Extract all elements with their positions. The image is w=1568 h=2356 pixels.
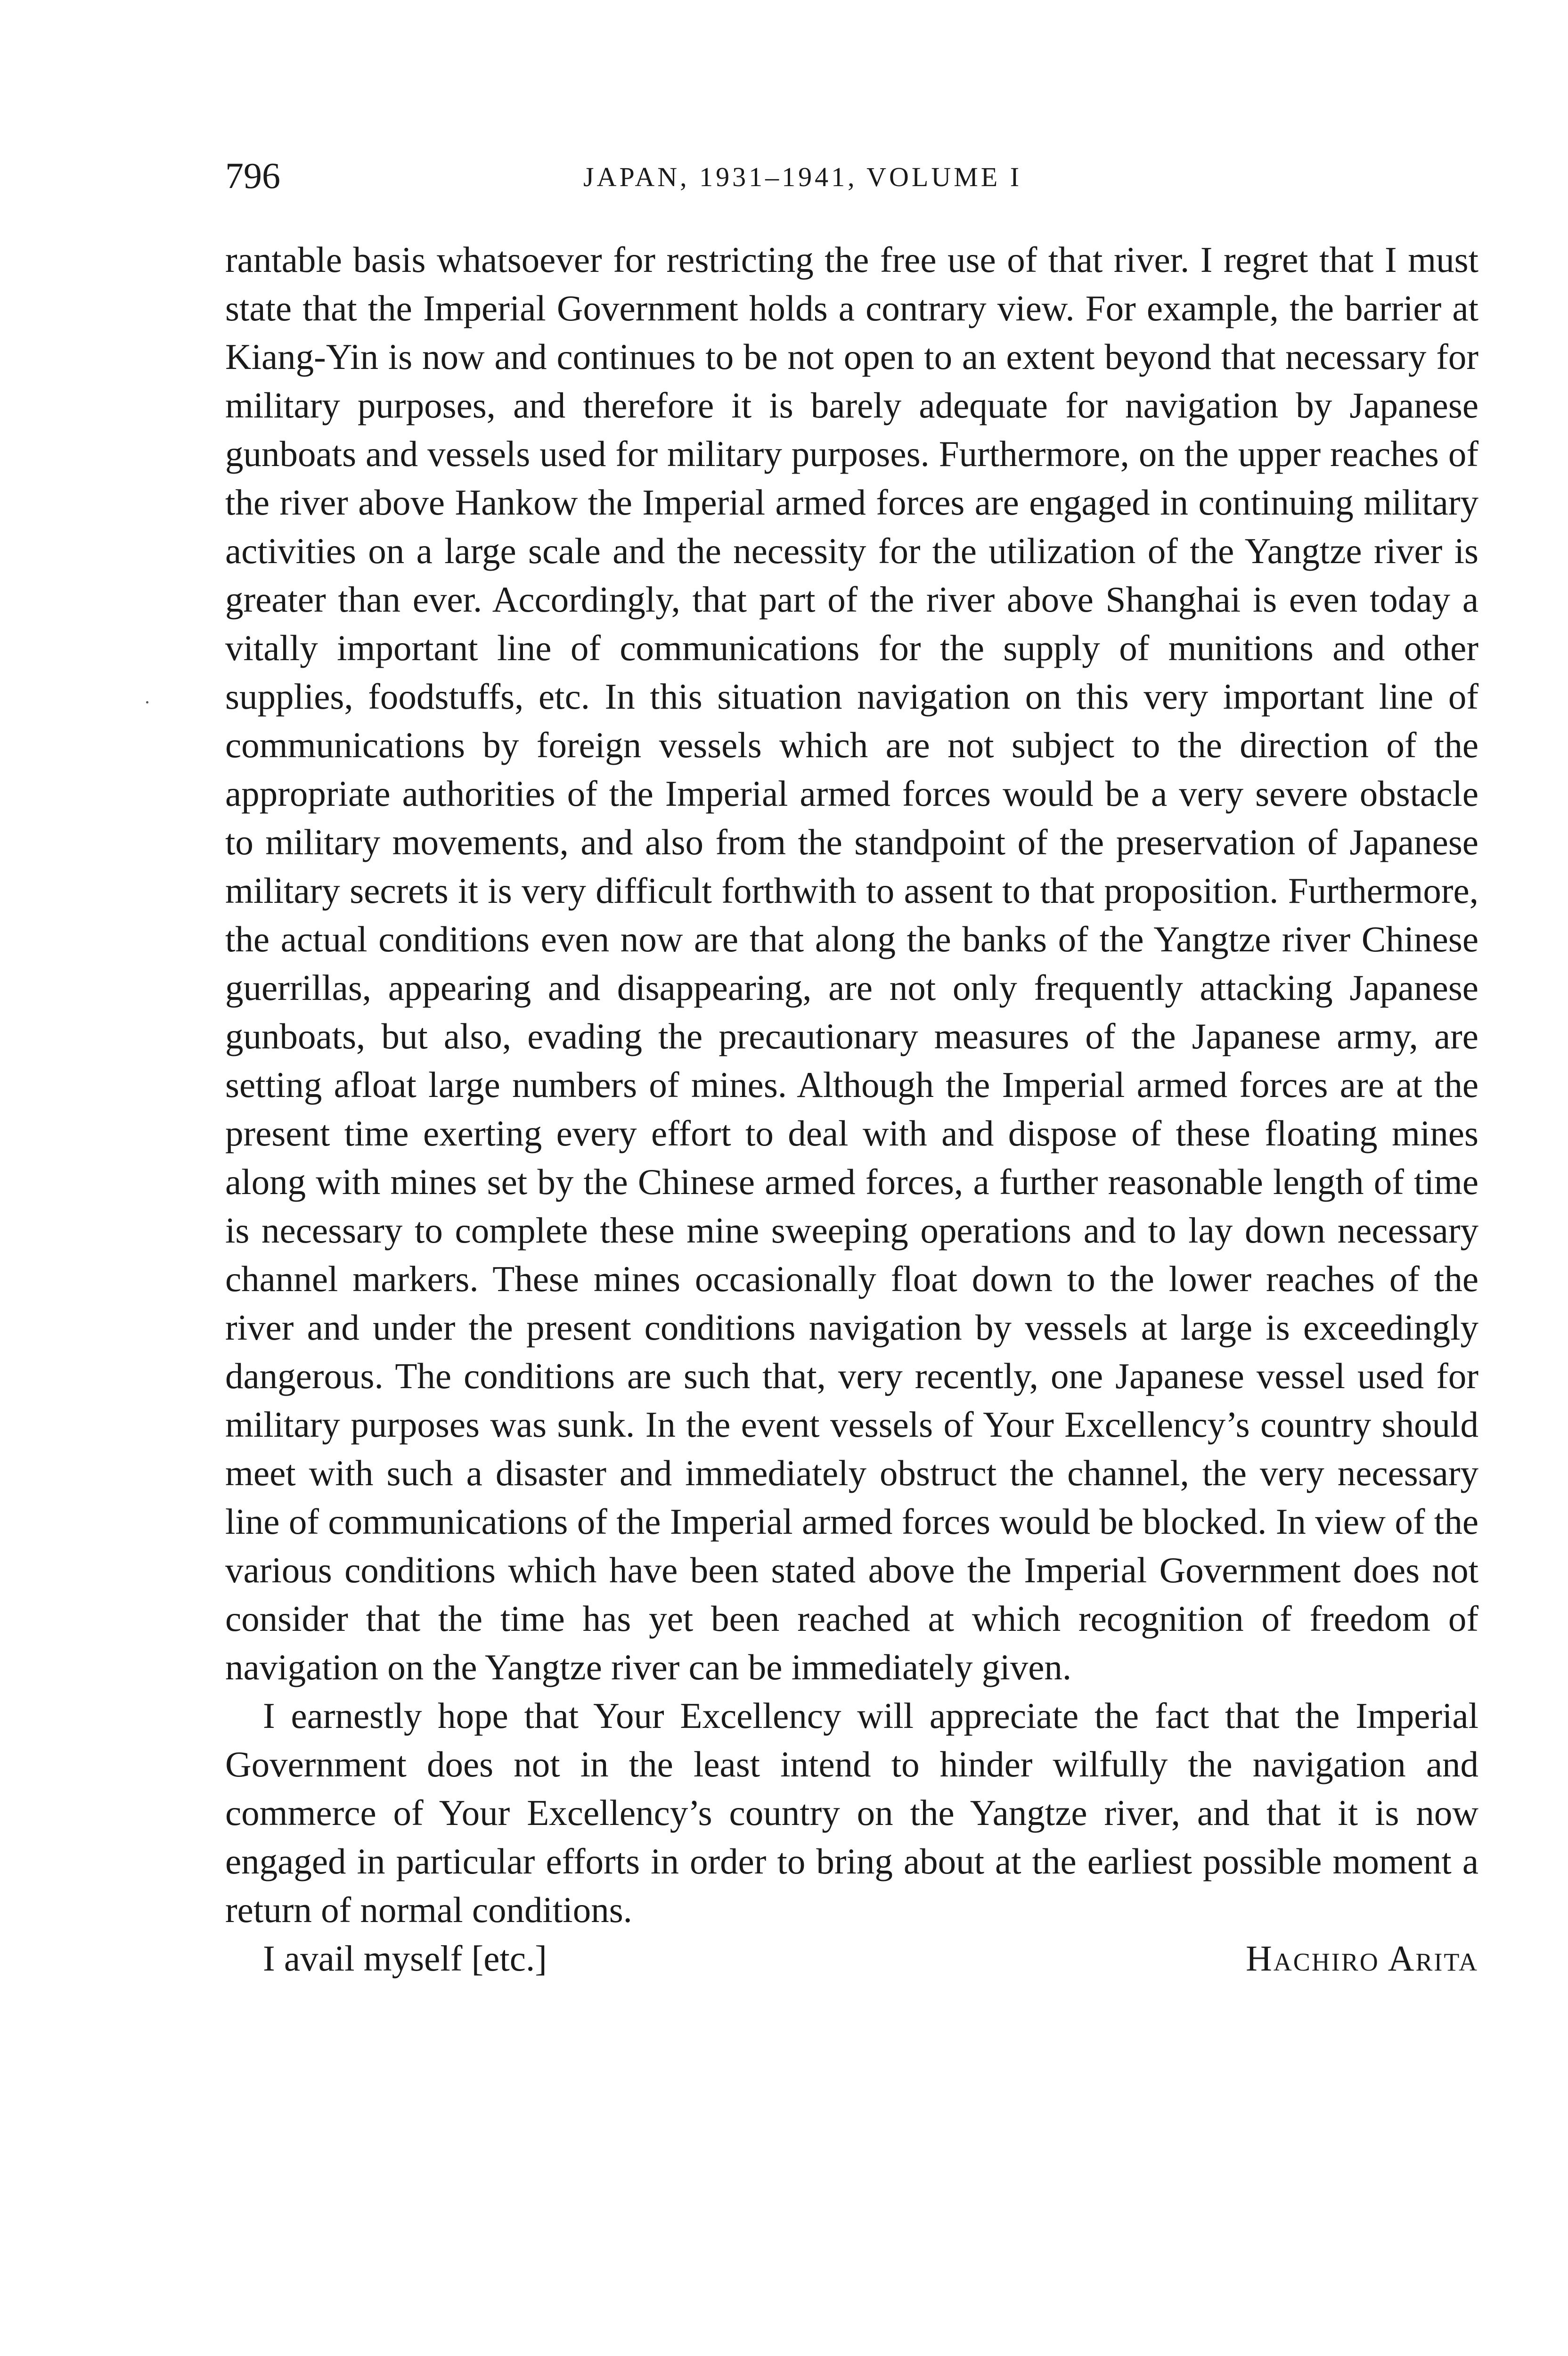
- running-head: [225, 150, 1478, 202]
- page-number: 796: [225, 155, 280, 196]
- paragraph-continued: rantable basis whatsoever for restricting the free use of that river. I regret that I must state that the Imperial Government holds a contrary view. For example, the barrier at Kiang-Yin is now and continues to be not open to an extent beyond that necessary for military purposes, and therefore it is barely adequate for navigation by Japanese gunboats and vessels used for military purposes. Furthermore, on the upper reaches of the river above Hankow the Imperial armed forces are engaged in continuing military activities on a large scale and the necessity for the utilization of the Yangtze river is greater than ever. Accordingly, that part of the river above Shanghai is even today a vitally important line of communications for the supply of munitions and other supplies, foodstuffs, etc. In this situation navigation on this very important line of communications by foreign vessels which are not subject to the direction of the appropriate authorities of the Imperial armed forces would be a very severe obstacle to military movements, and also from the standpoint of the preservation of Japanese military secrets it is very difficult forthwith to assent to that proposition. Furthermore, the actual conditions even now are that along the banks of the Yangtze river Chinese guerrillas, appearing and disappearing, are not only frequently attacking Japanese gunboats, but also, evading the precautionary measures of the Japanese army, are setting afloat large numbers of mines. Although the Imperial armed forces are at the present time exerting every effort to deal with and dispose of these floating mines along with mines set by the Chinese armed forces, a further reasonable length of time is necessary to complete these mine sweeping operations and to lay down necessary channel markers. These mines occasionally float down to the lower reaches of the river and under the present conditions navigation by vessels at large is exceedingly dangerous. The conditions are such that, very recently, one Japanese vessel used for military purposes was sunk. In the event vessels of Your Excellency’s country should meet with such a disaster and immediately obstruct the channel, the very necessary line of communications of the Imperial armed forces would be blocked. In view of the various conditions which have been stated above the Imperial Government does not consider that the time has yet been reached at which recognition of freedom of navigation on the Yangtze river can be immediately given.: [225, 239, 1478, 1687]
- signature: Hachiro Arita: [1246, 1938, 1478, 1979]
- body-text: [225, 236, 1478, 1983]
- running-title: JAPAN, 1931–1941, VOLUME I: [583, 162, 1022, 192]
- paragraph: I earnestly hope that Your Excellency will appreciate the fact that the Imperial Government does not in the least intend to hinder wilfully the navigation and commerce of Your Excellency’s country on the Yangtze river, and that it is now engaged in particular efforts in order to bring about at the earliest possible moment a return of normal conditions.: [225, 1695, 1478, 1930]
- closing-line: [225, 1934, 1478, 1983]
- scan-speck: [146, 701, 148, 704]
- closing-phrase: I avail myself [etc.]: [263, 1938, 547, 1979]
